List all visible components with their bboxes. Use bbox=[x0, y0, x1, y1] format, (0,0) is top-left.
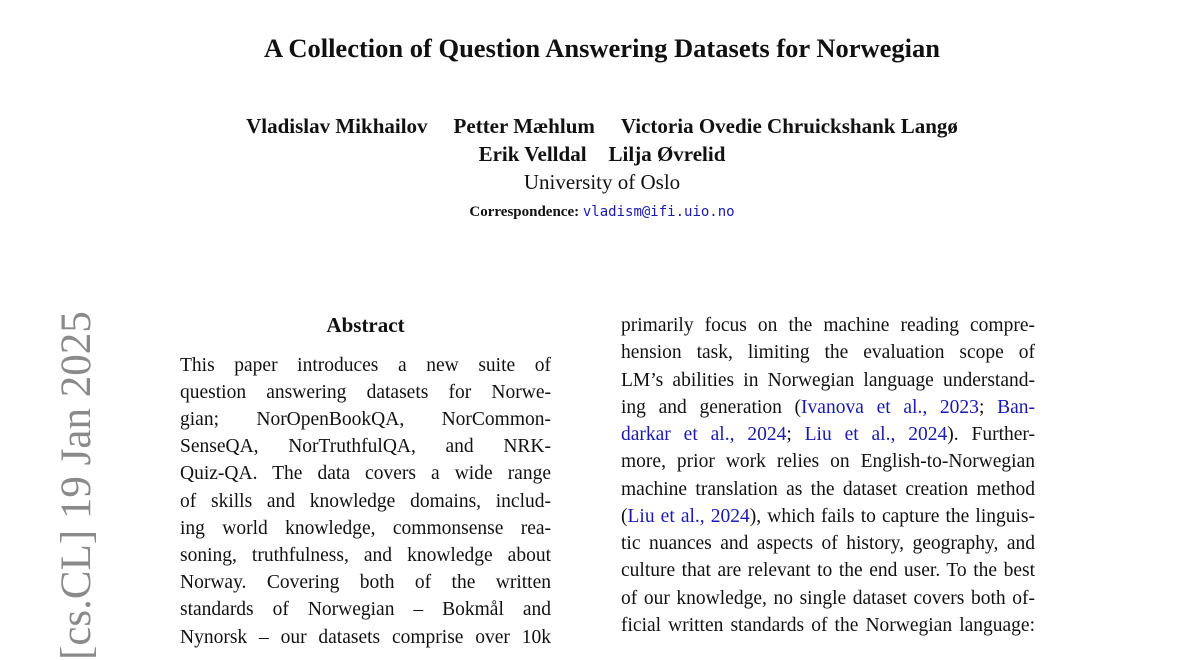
abstract-line: Quiz-QA. The data covers a wide range bbox=[180, 463, 551, 484]
body-line bbox=[621, 394, 1035, 421]
author-name: Lilja Øvrelid bbox=[608, 142, 726, 166]
body-line: tic nuances and aspects of history, geography, and bbox=[621, 533, 1035, 554]
body-line: more, prior work relies on English-to-Norwegian bbox=[621, 451, 1035, 472]
body-line bbox=[621, 503, 1035, 530]
abstract-line: This paper introduces a new suite of bbox=[180, 355, 551, 376]
body-line: LM’s abilities in Norwegian language understand- bbox=[621, 370, 1035, 391]
citation-link[interactable]: darkar et al., 2024 bbox=[621, 424, 787, 445]
abstract-line: Nynorsk – our datasets comprise over 10k bbox=[180, 627, 551, 648]
body-line: of our knowledge, no single dataset covers both of- bbox=[621, 588, 1035, 609]
body-line: culture that are relevant to the end user. To the best bbox=[621, 560, 1035, 581]
abstract-heading: Abstract bbox=[326, 313, 405, 337]
body-line: machine translation as the dataset creation method bbox=[621, 479, 1035, 500]
body-line: hension task, limiting the evaluation scope of bbox=[621, 342, 1035, 363]
arxiv-stamp: [cs.CL] 19 Jan 2025 bbox=[53, 311, 100, 660]
author-name: Victoria Ovedie Chruickshank Langø bbox=[620, 114, 958, 138]
author-name: Erik Velldal bbox=[478, 142, 587, 166]
body-line: primarily focus on the machine reading compre- bbox=[621, 315, 1035, 336]
author-name: Petter Mæhlum bbox=[453, 114, 595, 138]
citation-link[interactable]: Liu et al., 2024 bbox=[627, 506, 750, 527]
abstract-line: Norway. Covering both of the written bbox=[180, 572, 551, 593]
citation-link[interactable]: Ivanova et al., 2023 bbox=[801, 397, 979, 418]
abstract-line: of skills and knowledge domains, includ- bbox=[180, 491, 551, 512]
citation-link[interactable]: Liu et al., 2024 bbox=[804, 424, 948, 445]
abstract-line: question answering datasets for Norwe- bbox=[180, 382, 551, 403]
author-list-line-1 bbox=[0, 112, 1200, 140]
affiliation: University of Oslo bbox=[523, 170, 681, 194]
author-name: Vladislav Mikhailov bbox=[246, 114, 428, 138]
body-text: ), which fails to capture the linguis- bbox=[749, 506, 1035, 527]
citation-link[interactable]: Ban- bbox=[997, 397, 1035, 418]
body-text: ; bbox=[978, 397, 998, 418]
author-list-line-2 bbox=[0, 140, 1200, 168]
abstract-line: SenseQA, NorTruthfulQA, and NRK- bbox=[180, 436, 551, 457]
abstract-line: gian; NorOpenBookQA, NorCommon- bbox=[180, 409, 551, 430]
abstract-line: soning, truthfulness, and knowledge about bbox=[180, 545, 551, 566]
abstract-line: standards of Norwegian – Bokmål and bbox=[180, 599, 551, 620]
body-text: ( bbox=[621, 506, 628, 527]
body-line: ficial written standards of the Norwegian language: bbox=[621, 615, 1035, 636]
body-text: ). Further- bbox=[947, 424, 1035, 445]
body-text: ing and generation ( bbox=[621, 397, 802, 418]
body-text: ; bbox=[786, 424, 805, 445]
correspondence-email-link[interactable]: vladism@ifi.uio.no bbox=[582, 204, 735, 220]
correspondence bbox=[0, 201, 1200, 223]
body-line bbox=[621, 421, 1035, 448]
paper-title: A Collection of Question Answering Datasets for Norwegian bbox=[264, 33, 940, 63]
abstract-line: ing world knowledge, commonsense rea- bbox=[180, 518, 551, 539]
correspondence-label: Correspondence: bbox=[469, 204, 580, 220]
